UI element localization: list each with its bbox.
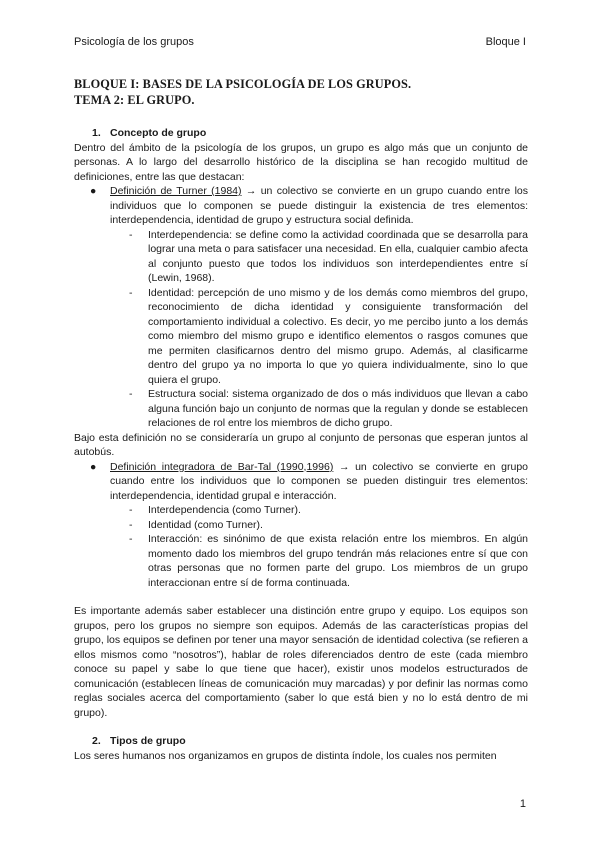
section-2-intro: Los seres humanos nos organizamos en grupos de distinta índole, los cuales nos permiten — [74, 749, 497, 762]
title-line-2: TEMA 2: EL GRUPO. — [74, 93, 195, 107]
turner-note: Bajo esta definición no se consideraría un grupo al conjunto de personas que esperan juntos al autobús. — [74, 431, 528, 458]
section-1-heading — [74, 126, 528, 141]
dash-icon: - — [129, 504, 133, 516]
turner-item-text: Identidad: percepción de uno mismo y de los demás como miembros del grupo, reconocimiento de dicha identidad y consiguiente transformación del comportamiento individual a colectivo. Es decir, yo me percibo junto a los demás como miembro del mismo grupo e identifico elementos o rasgos comunes que me permiten clasificarnos dentro del mismo grupo. Además, al clasificarme dentro del grupo ya no importa lo que yo quiera individualmente, sino lo que quiera el grupo. — [148, 286, 528, 386]
bartal-item — [74, 532, 528, 590]
document-title — [74, 76, 534, 108]
section-1-title: Concepto de grupo — [110, 127, 207, 139]
turner-item-text: Estructura social: sistema organizado de dos o más individuos que llevan a cabo alguna función bajo un conjunto de normas que la regulan y donde se establecen relaciones de rol entre los miembros de dicho grupo. — [148, 388, 528, 429]
dash-icon: - — [129, 533, 133, 545]
header-right: Bloque I — [485, 36, 526, 48]
bartal-item-text: Identidad (como Turner). — [148, 518, 263, 531]
section-1-number: 1. — [92, 127, 101, 139]
dash-icon: - — [129, 228, 133, 241]
turner-text: → un colectivo se convierte en un grupo cuando entre los individuos que lo componen se puede distinguir la existencia de tres elementos: interdependencia, identidad de grupo y estructura social definida. — [110, 185, 528, 226]
dash-icon: - — [129, 388, 133, 400]
bartal-item — [74, 518, 528, 533]
page-number: 1 — [519, 798, 526, 810]
turner-item — [74, 228, 528, 286]
bartal-definition — [74, 460, 528, 504]
turner-item — [74, 387, 528, 431]
bartal-item-text: Interacción: es sinónimo de que exista relación entre los miembros. En algún momento dado los miembros del grupo tendrán más relaciones entre sí que con otras personas que no formen parte del grupo. Los miembros de un grupo interaccionan entre sí de forma continuada. — [148, 533, 528, 589]
dash-icon: - — [129, 286, 133, 299]
turner-label: Definición de Turner (1984) — [110, 185, 242, 197]
section-1-intro: Dentro del ámbito de la psicología de los grupos, un grupo es algo más que un conjunto de personas. A lo largo del desarrollo histórico de la disciplina se han recogido multitud de definiciones, entre las que destacan: — [74, 141, 528, 183]
bartal-label: Definición integradora de Bar-Tal (1990,1996) — [110, 460, 334, 473]
turner-item-text: Interdependencia: se define como la actividad coordinada que se desarrolla para lograr una meta o para satisfacer una necesidad. En ella, cualquier cambio afecta al conjunto puesto que todos los individuos son interdependientes entre sí (Lewin, 1968). — [148, 228, 528, 284]
turner-definition — [74, 184, 528, 228]
section-2-heading — [74, 734, 528, 749]
section-2-title: Tipos de grupo — [110, 735, 186, 747]
bartal-text: → un colectivo se convierte en grupo cuando entre los individuos que lo componen se pueden distinguir tres elementos: interdependencia, identidad grupal e interacción. — [110, 460, 528, 502]
bartal-item — [74, 503, 528, 518]
bartal-item-text: Interdependencia (como Turner). — [148, 504, 301, 516]
bullet-icon: ● — [90, 460, 97, 473]
grupo-vs-equipo: Es importante además saber establecer una distinción entre grupo y equipo. Los equipos son grupos, pero los grupos no siempre son equipos. Además de las características propias del grupo, los equipos se definen por tener una mayor sensación de identidad colectiva (se refieren a ellos mismos como “nosotros”), hablar de roles diferenciados dentro de este (cada miembro conoce su papel y sabe lo que tiene que hacer), existir unos modelos estructurados de comunicación (establecen líneas de comunicación muy marcadas) y por definir las normas como reglas sociales acerca del comportamiento (saber lo que está bien y no lo está dentro de mi grupo). — [74, 605, 528, 719]
turner-item — [74, 286, 528, 388]
header-left: Psicología de los grupos — [74, 36, 194, 48]
document-body — [74, 126, 528, 763]
section-2-number: 2. — [92, 735, 101, 747]
bullet-icon: ● — [90, 185, 97, 197]
title-line-1: BLOQUE I: BASES DE LA PSICOLOGÍA DE LOS GRUPOS. — [74, 77, 412, 91]
dash-icon: - — [129, 518, 133, 531]
